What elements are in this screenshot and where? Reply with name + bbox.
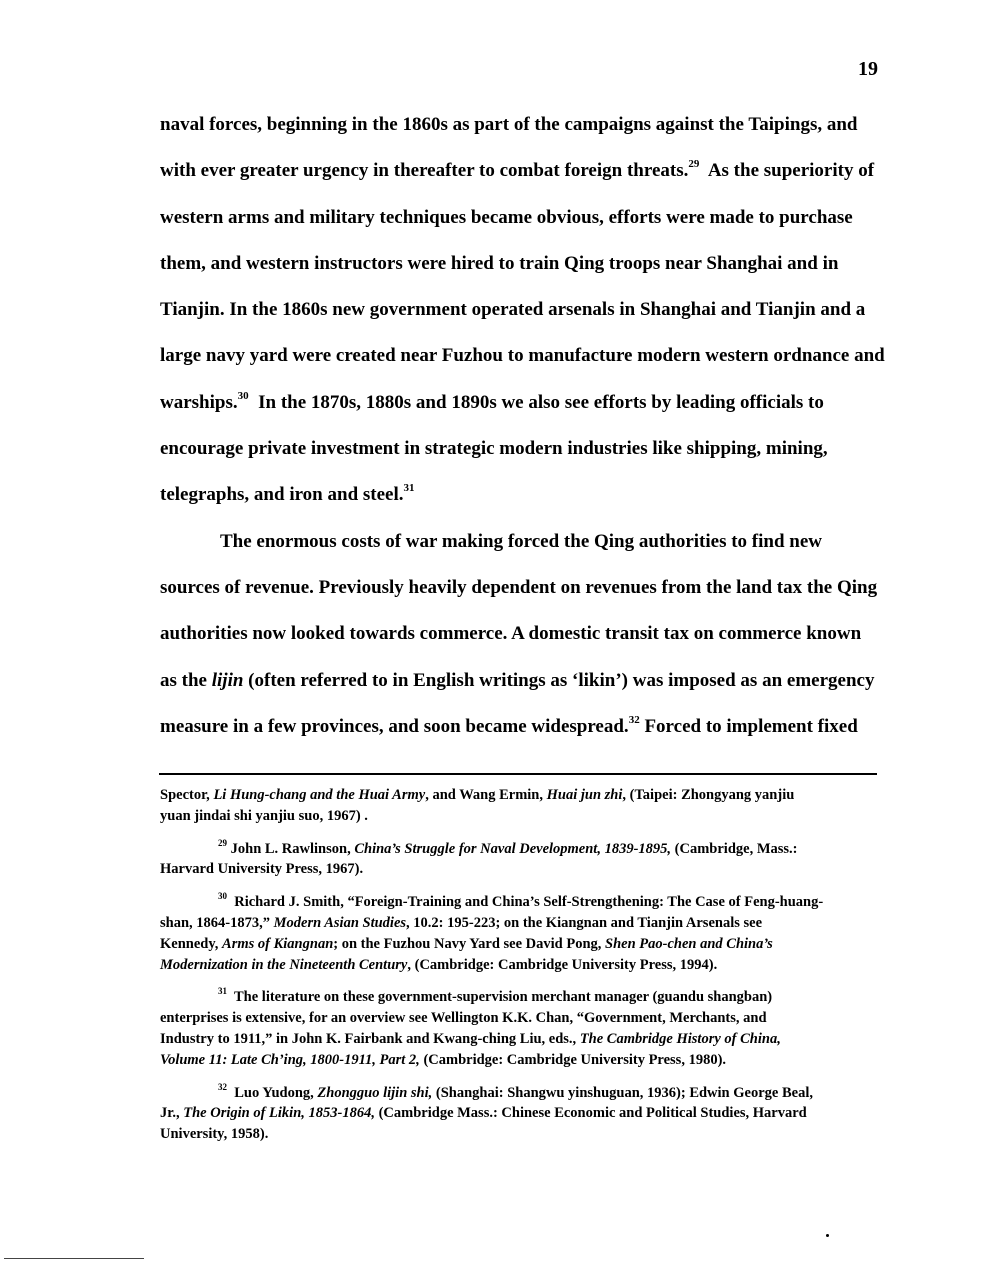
body-line: with ever greater urgency in thereafter to combat foreign threats.$^{29}$ As the superiority of <box>160 158 875 182</box>
footnote-ref-31: 31 <box>403 482 415 495</box>
footnote-29: $^{29}$ John L. Rawlinson, China’s Struggle for Naval Development, 1839-1895, (Cambridge, Mass.: Harvard University Press, 1967). <box>160 837 798 878</box>
footnote-ref-29: 29 <box>688 158 700 171</box>
body-line: naval forces, beginning in the 1860s as part of the campaigns against the Taipings, and <box>160 114 858 135</box>
body-line: western arms and military techniques became obvious, efforts were made to purchase <box>160 206 853 228</box>
footnote-30: $^{30}$ Richard J. Smith, “Foreign-Training and China’s Self-Strengthening: The Case of Feng-huang- shan, 1864-1873,” Modern Asian Studies, 10.2: 195-223; on the Kiangnan and Tianjin Arsenals see Kennedy, Arms of Kiangnan; on the Fuzhou Navy Yard see David Pong, Shen Pao-chen and China’s Modernization in the Nineteenth Century, (Cambridge: Cambridge University Press, 1994). <box>160 891 824 973</box>
italic-term: lijin <box>211 669 244 691</box>
body-line: telegraphs, and iron and steel.$^{31}$ <box>160 482 415 506</box>
body-line: them, and western instructors were hired to train Qing troops near Shanghai and in <box>160 252 839 274</box>
footnote-number: 32 <box>218 1081 227 1092</box>
body-line: sources of revenue. Previously heavily dependent on revenues from the land tax the Qing <box>160 576 878 598</box>
body-line: encourage private investment in strategic modern industries like shipping, mining, <box>160 438 828 460</box>
footnote-number: 31 <box>218 986 227 997</box>
footnote-31: $^{31}$ The literature on these government-supervision merchant manager (guandu shangban) enterprises is extensive, for an overview see Wellington K.K. Chan, “Government, Merchants, and Industry to 1911,” in John K. Fairbank and Kwang-ching Liu, eds., The Cambridge History of China, Volume 11: Late Ch’ing, 1800-1911, Part 2, (Cambridge: Cambridge University Press, 1980). <box>160 986 781 1068</box>
body-line: measure in a few provinces, and soon became widespread.$^{32}$ Forced to implement fixed <box>160 714 858 737</box>
body-line: authorities now looked towards commerce. A domestic transit tax on commerce known <box>160 623 862 645</box>
footnote-number: 30 <box>218 891 227 901</box>
footnote-continued: Spector, Li Hung-chang and the Huai Army, and Wang Ermin, Huai jun zhi, (Taipei: Zhongyang yanjiu yuan jindai shi yanjiu suo, 1967) . <box>160 787 795 824</box>
footnote-ref-30: 30 <box>237 389 249 402</box>
body-line: warships.$^{30}$ In the 1870s, 1880s and 1890s we also see efforts by leading officials to <box>160 389 824 413</box>
body-line: large navy yard were created near Fuzhou to manufacture modern western ordnance and <box>160 345 885 367</box>
body-line: as the lijin (often referred to in English writings as ‘likin’) was imposed as an emergency <box>160 669 875 691</box>
scan-edge-line <box>4 1258 144 1259</box>
paragraph-start-line: The enormous costs of war making forced the Qing authorities to find new <box>220 530 823 552</box>
footnote-32: $^{32}$ Luo Yudong, Zhongguo lijin shi, (Shanghai: Shangwu yinshuguan, 1936); Edwin George Beal, Jr., The Origin of Likin, 1853-1864, (Cambridge Mass.: Chinese Economic and Political Studies, Harvard University, 1958). <box>160 1081 813 1143</box>
footnote-separator <box>159 773 877 775</box>
body-text <box>160 102 900 750</box>
footnote-ref-32: 32 <box>628 714 640 727</box>
scan-speck <box>826 1234 829 1237</box>
footnote-number: 29 <box>218 837 227 848</box>
footnotes <box>160 785 880 1157</box>
page-number: 19 <box>858 58 878 80</box>
body-line: Tianjin. In the 1860s new government operated arsenals in Shanghai and Tianjin and a <box>160 299 866 321</box>
